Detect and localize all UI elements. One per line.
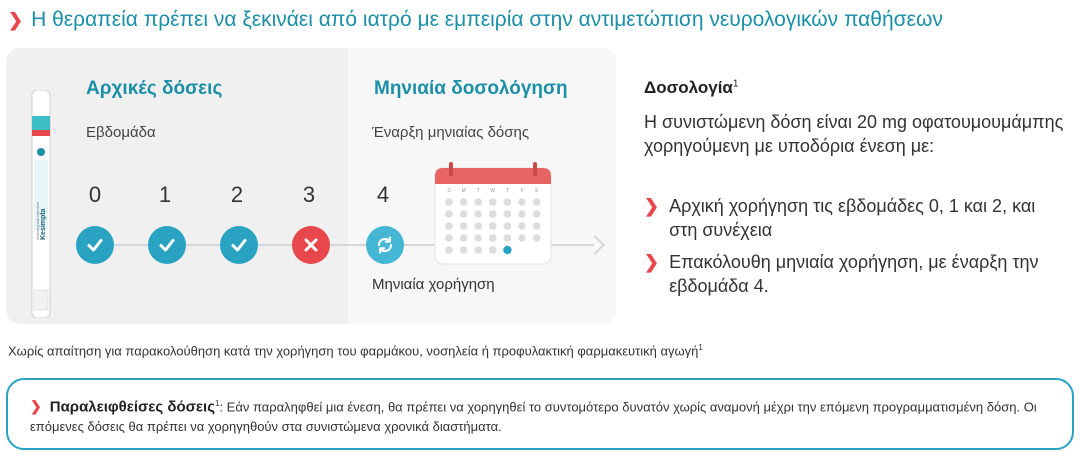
calendar-day-dot xyxy=(474,234,482,242)
calendar-day-label: S xyxy=(534,188,539,194)
calendar-day-dot xyxy=(489,210,497,218)
calendar-day-dot xyxy=(518,198,526,206)
week-number-2: 2 xyxy=(230,182,244,207)
calendar-day-dot xyxy=(489,222,497,230)
dosing-schedule-panel xyxy=(6,48,616,324)
calendar-day-dot xyxy=(504,198,512,206)
calendar-day-dot xyxy=(445,246,453,254)
calendar-day-label: T xyxy=(505,188,509,194)
calendar-day-dot xyxy=(445,234,453,242)
calendar-day-dot xyxy=(533,198,541,206)
monthly-administration-label: Μηνιαία χορήγηση xyxy=(372,276,495,293)
week-number-0: 0 xyxy=(88,182,102,207)
calendar-day-dot xyxy=(445,198,453,206)
page-header xyxy=(8,8,943,32)
calendar-day-dot xyxy=(518,222,526,230)
pen-subtext-label: ofatumumab injection xyxy=(35,201,40,240)
chevron-right-icon: ❯ xyxy=(30,398,42,415)
monitoring-note: Χωρίς απαίτηση για παρακολούθηση κατά την χορήγηση του φαρμάκου, νοσηλεία ή προφυλακτική φαρμακευτική αγωγή$^1$ xyxy=(8,343,703,359)
calendar-day-dot xyxy=(460,222,468,230)
calendar-day-dot xyxy=(518,210,526,218)
week-label: Εβδομάδα xyxy=(86,124,156,141)
week-number-3: 3 xyxy=(302,182,316,207)
missed-doses-box xyxy=(6,378,1074,450)
week-number-1: 1 xyxy=(158,182,172,207)
calendar-day-dot xyxy=(504,222,512,230)
no-dose-cross-icon xyxy=(292,226,330,264)
calendar-day-dot xyxy=(474,210,482,218)
monthly-repeat-icon xyxy=(366,226,404,264)
calendar-day-label: W xyxy=(490,188,496,194)
calendar-day-dot xyxy=(474,246,482,254)
calendar-icon xyxy=(434,162,552,266)
dosage-description: Η συνιστώμενη δόση είναι 20 mg οφατουμουμάμπης χορηγούμενη με υποδόρια ένεση με: xyxy=(644,112,1064,156)
calendar-day-dot xyxy=(504,234,512,242)
calendar-day-dot xyxy=(518,234,526,242)
calendar-day-dot xyxy=(445,210,453,218)
dosage-bullet: ❯ Αρχική χορήγηση τις εβδομάδες 0, 1 και 2, και στη συνέχεια xyxy=(644,196,1036,240)
calendar-day-dot xyxy=(533,222,541,230)
calendar-day-dot xyxy=(445,222,453,230)
initial-doses-title: Αρχικές δόσεις xyxy=(86,78,223,99)
calendar-day-dot xyxy=(460,198,468,206)
calendar-day-dot xyxy=(460,234,468,242)
calendar-highlight-dot xyxy=(503,246,511,254)
monthly-start-label: Έναρξη μηνιαίας δόσης xyxy=(372,124,530,141)
monthly-dosing-title: Μηνιαία δοσολόγηση xyxy=(374,78,568,99)
dosage-title: Δοσολογία$^1$ xyxy=(644,78,739,97)
chevron-right-icon: ❯ xyxy=(8,10,24,30)
calendar-day-dot xyxy=(460,246,468,254)
calendar-day-dot xyxy=(533,210,541,218)
calendar-day-dot xyxy=(489,246,497,254)
calendar-day-dot xyxy=(474,198,482,206)
dosage-bullet: ❯ Επακόλουθη μηνιαία χορήγηση, με έναρξη την εβδομάδα 4. xyxy=(644,252,1039,296)
pen-brand-label: Kesimpta xyxy=(40,208,47,240)
week-number-4: 4 xyxy=(376,182,390,207)
dose-check-icon xyxy=(220,226,258,264)
calendar-day-dot xyxy=(533,234,541,242)
missed-doses-text: ❯ Παραλειφθείσες δόσεις$^1$: Εάν παραληφθεί μια ένεση, θα πρέπει να χορηγηθεί το συντομότερο δυνατόν χωρίς αναμονή μέχρι την επόμενη προγραμματισμένη δόση. Οι επόμενες δόσεις θα πρέπει να χορηγηθούν στα συνιστώμενα χρονικά διαστήματα. xyxy=(30,398,1037,435)
calendar-day-dot xyxy=(489,234,497,242)
autoinjector-pen-image xyxy=(28,90,54,318)
chevron-right-icon: ❯ xyxy=(644,252,660,272)
page-title: Η θεραπεία πρέπει να ξεκινάει από ιατρό με εμπειρία στην αντιμετώπιση νευρολογικών παθήσεων xyxy=(31,8,943,31)
calendar-day-label: M xyxy=(461,188,466,194)
calendar-day-label: S xyxy=(447,188,451,194)
calendar-day-dot xyxy=(489,198,497,206)
dose-check-icon xyxy=(148,226,186,264)
chevron-right-icon: ❯ xyxy=(644,196,660,216)
dose-check-icon xyxy=(76,226,114,264)
calendar-day-dot xyxy=(504,210,512,218)
calendar-day-label: T xyxy=(476,188,480,194)
calendar-day-dot xyxy=(460,210,468,218)
calendar-day-label: F xyxy=(520,188,524,194)
calendar-day-dot xyxy=(474,222,482,230)
